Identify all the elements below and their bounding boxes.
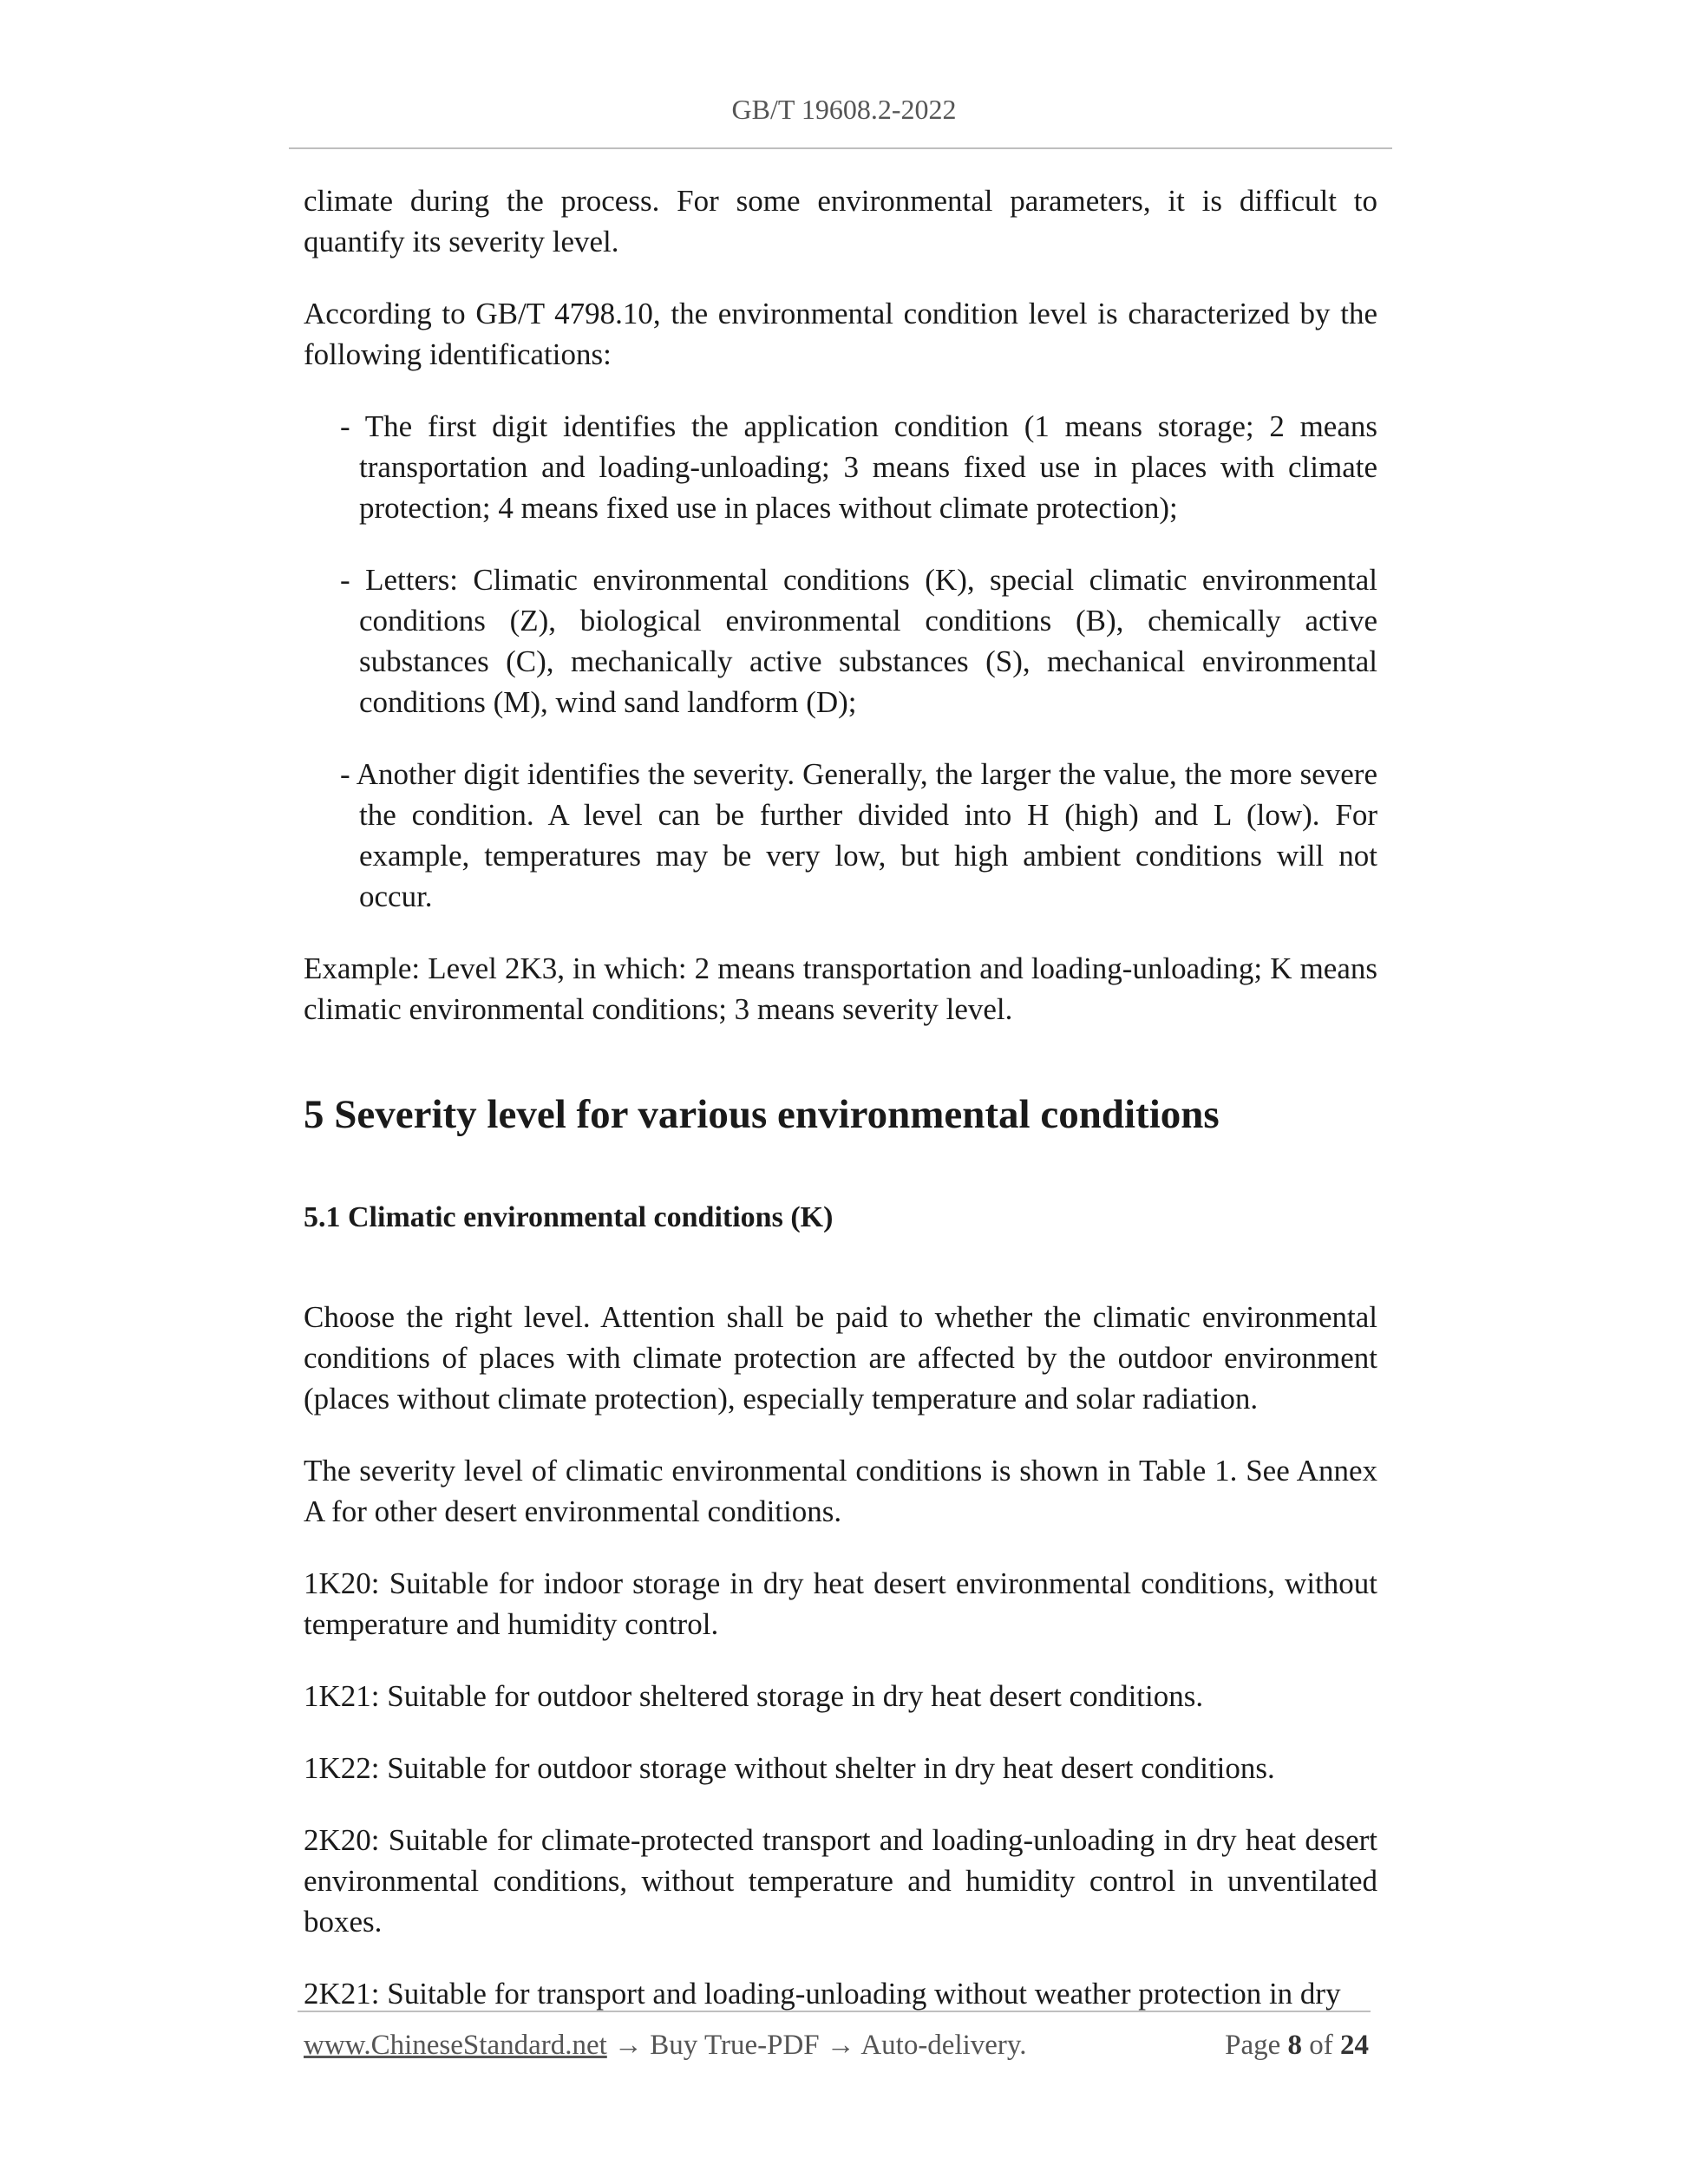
bullet-severity-digit: - Another digit identifies the severity. Generally, the larger the value, the more severe the condition. A level can be further divided into H (high) and L (low). For example, temperatures may be very low, but high ambient conditions will not occur.: [340, 757, 1377, 913]
arrow-right-icon: →: [826, 2030, 855, 2061]
footer-buy-text: Buy True-PDF: [650, 2030, 820, 2061]
arrow-right-icon: →: [614, 2030, 644, 2061]
page-indicator: [1225, 2030, 1369, 2062]
paragraph-1k21: 1K21: Suitable for outdoor sheltered storage in dry heat desert conditions.: [304, 1679, 1204, 1713]
document-body: [304, 180, 1377, 2045]
current-page-number: 8: [1287, 2030, 1302, 2061]
paragraph-2k20: 2K20: Suitable for climate-protected transport and loading-unloading in dry heat desert environmental conditions, without temperature and humidity control in unventilated boxes.: [304, 1823, 1377, 1939]
bullet-first-digit: - The first digit identifies the application condition (1 means storage; 2 means transportation and loading-unloading; 3 means fixed use in places with climate protection; 4 means fixed use in places without climate protection);: [340, 409, 1377, 525]
paragraph-choose-level: Choose the right level. Attention shall be paid to whether the climatic environmental conditions of places with climate protection are affected by the outdoor environment (places without climate protection), especially temperature and solar radiation.: [304, 1300, 1377, 1416]
chinesestandard-link[interactable]: www.ChineseStandard.net: [304, 2030, 607, 2061]
page-label: Page: [1225, 2030, 1281, 2061]
footer-delivery-text: Auto-delivery.: [860, 2030, 1027, 2061]
paragraph-1k22: 1K22: Suitable for outdoor storage without shelter in dry heat desert conditions.: [304, 1751, 1275, 1785]
footer-divider: [298, 2011, 1371, 2012]
of-label: of: [1309, 2030, 1333, 2061]
paragraph-example: Example: Level 2K3, in which: 2 means transportation and loading-unloading; K means climatic environmental conditions; 3 means severity level.: [304, 951, 1377, 1026]
footer-promo: [304, 2030, 1027, 2062]
paragraph-2k21: 2K21: Suitable for transport and loading-unloading without weather protection in dry: [304, 1977, 1341, 2011]
total-page-number: 24: [1340, 2030, 1369, 2061]
section-5-1-heading: 5.1 Climatic environmental conditions (K): [304, 1201, 834, 1233]
page-header-title: GB/T 19608.2-2022: [731, 94, 957, 125]
paragraph-1k20: 1K20: Suitable for indoor storage in dry heat desert environmental conditions, without temperature and humidity control.: [304, 1566, 1377, 1641]
paragraph-identifications: According to GB/T 4798.10, the environmental condition level is characterized by the following identifications:: [304, 297, 1377, 371]
paragraph-climate-intro: climate during the process. For some environmental parameters, it is difficult to quantify its severity level.: [304, 184, 1377, 258]
paragraph-table-reference: The severity level of climatic environmental conditions is shown in Table 1. See Annex A for other desert environmental conditions.: [304, 1454, 1377, 1528]
section-5-heading: 5 Severity level for various environmental conditions: [304, 1092, 1220, 1137]
bullet-letters: - Letters: Climatic environmental conditions (K), special climatic environmental conditions (Z), biological environmental conditions (B), chemically active substances (C), mechanically active substances (S), mechanical environmental conditions (M), wind sand landform (D);: [340, 563, 1377, 719]
header-divider: [289, 147, 1392, 149]
